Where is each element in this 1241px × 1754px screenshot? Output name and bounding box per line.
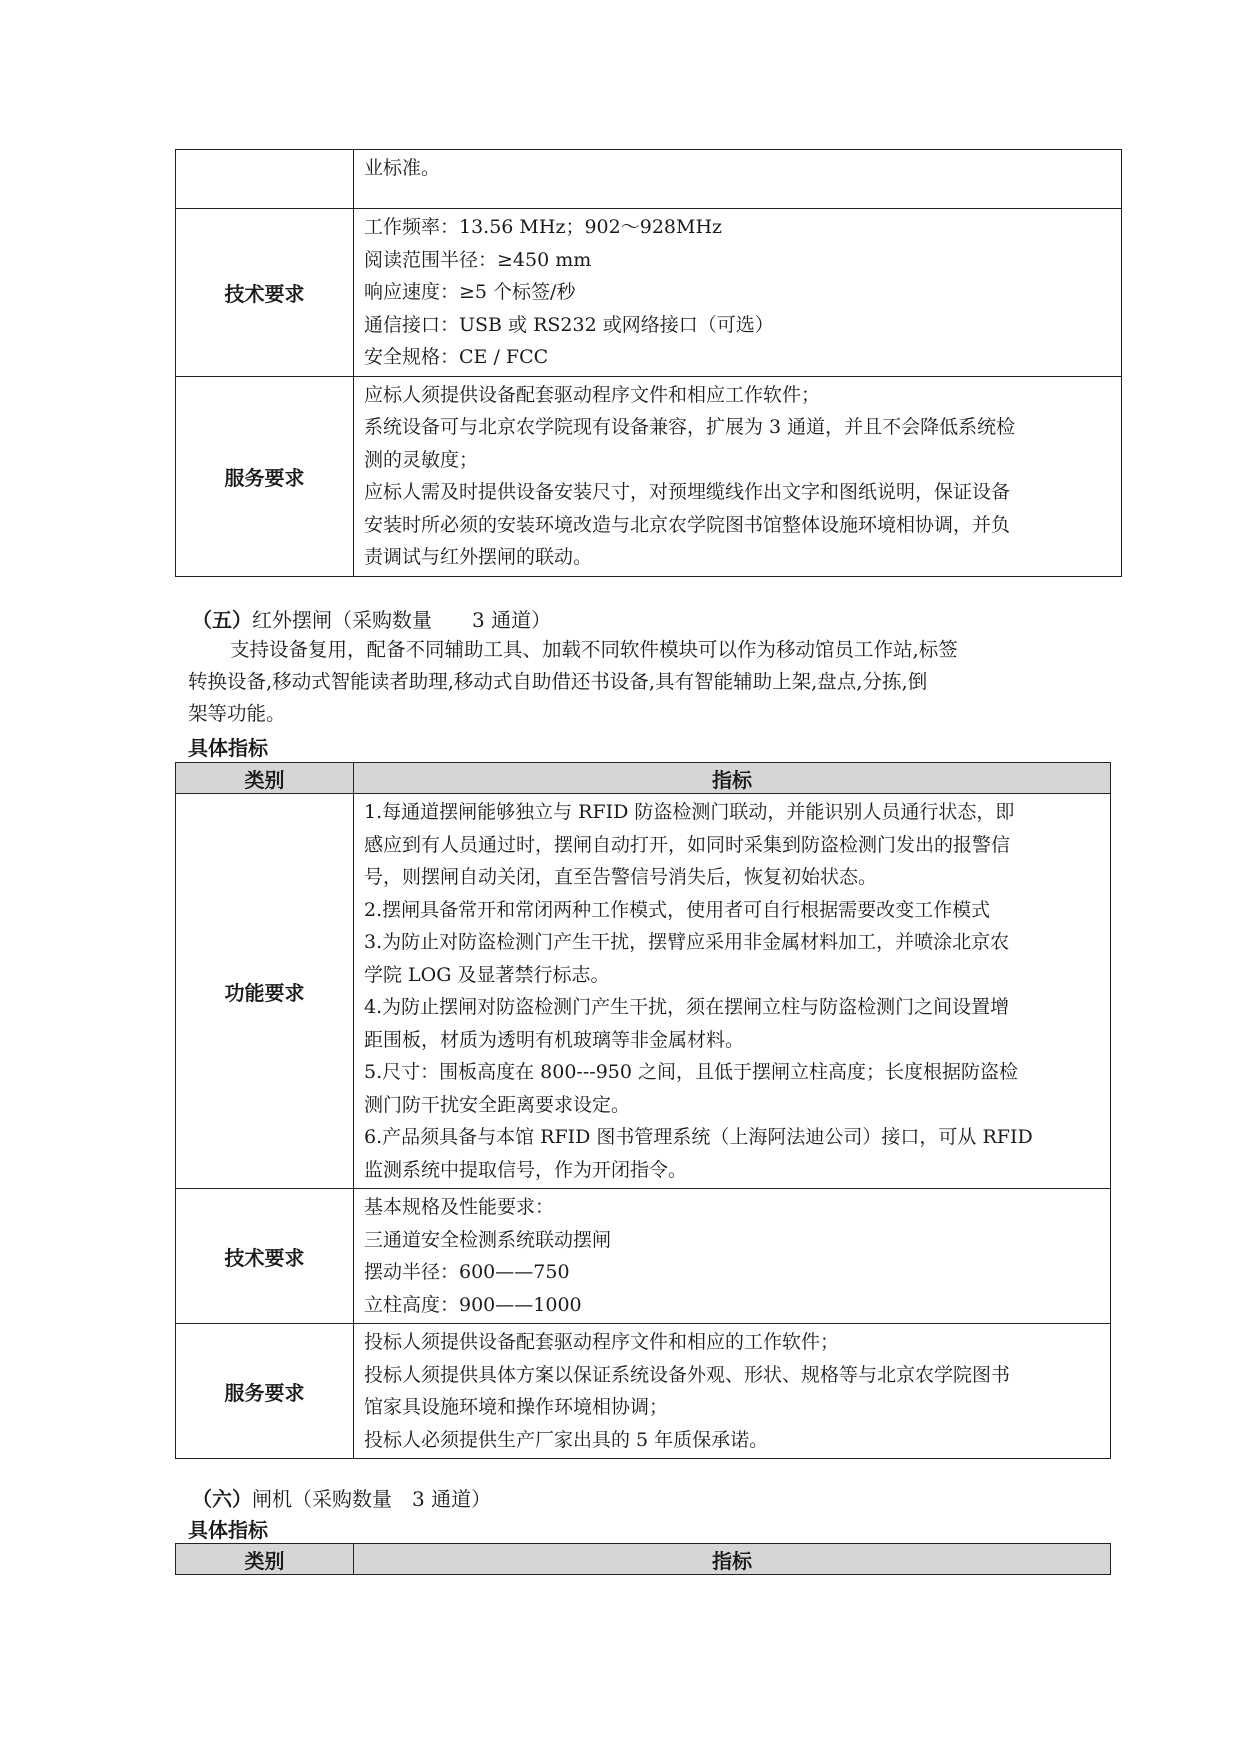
- table-3: [175, 1543, 1111, 1575]
- table-row-function: [176, 794, 1111, 1189]
- header-spec: 指标: [354, 763, 1111, 794]
- table-1: [175, 149, 1122, 577]
- text-line: 6.产品须具备与本馆 RFID 图书管理系统（上海阿法迪公司）接口，可从 RFID: [364, 1126, 1033, 1148]
- section-5-heading: [192, 604, 551, 633]
- category-cell: 服务要求: [176, 376, 354, 576]
- header-spec: 指标: [354, 1544, 1111, 1575]
- category-cell-empty: [176, 150, 354, 209]
- table-row-continued: [176, 150, 1122, 209]
- spec-label: 具体指标: [188, 736, 268, 760]
- text-line: 摆动半径：600——750: [364, 1261, 570, 1283]
- text-line: 应标人须提供设备配套驱动程序文件和相应工作软件；: [364, 383, 821, 406]
- text-line: 5.尺寸：围板高度在 800---950 之间，且低于摆闸立柱高度；长度根据防盗检: [364, 1061, 1018, 1083]
- spec-cell: [354, 1324, 1111, 1459]
- section-5-paragraph: [188, 634, 958, 730]
- text-line: 3.为防止对防盗检测门产生干扰，摆臂应采用非金属材料加工，并喷涂北京农: [364, 931, 1010, 953]
- table-row-tech: [176, 209, 1122, 377]
- spec-cell: [354, 1189, 1111, 1324]
- text-line: 投标人须提供设备配套驱动程序文件和相应的工作软件；: [364, 1331, 840, 1353]
- table-row-service: [176, 1324, 1111, 1459]
- text-line: 馆家具设施环境和操作环境相协调；: [364, 1396, 669, 1418]
- table-row-service: [176, 376, 1122, 576]
- spec-cell: [354, 150, 1122, 209]
- text-line: 基本规格及性能要求：: [364, 1196, 555, 1218]
- text-line: 立柱高度：900——1000: [364, 1293, 582, 1316]
- text-line: 1.每通道摆闸能够独立与 RFID 防盗检测门联动，并能识别人员通行状态，即: [364, 801, 1015, 823]
- category-cell: 技术要求: [176, 209, 354, 377]
- text-line: 三通道安全检测系统联动摆闸: [364, 1228, 612, 1251]
- section-6-heading: [192, 1483, 491, 1512]
- table-header-row: [176, 763, 1111, 794]
- header-category: 类别: [176, 763, 354, 794]
- paragraph-line: 架等功能。: [188, 702, 286, 725]
- text-line: 安全规格：CE / FCC: [364, 346, 549, 368]
- section-title: 红外摆闸（采购数量 3 通道）: [252, 608, 552, 632]
- spec-lines: [364, 211, 1111, 374]
- spec-cell: [354, 376, 1122, 576]
- text-line: 责调试与红外摆闸的联动。: [364, 546, 593, 568]
- table-header-row: [176, 1544, 1111, 1575]
- text-line: 2.摆闸具备常开和常闭两种工作模式，使用者可自行根据需要改变工作模式: [364, 898, 991, 921]
- spec-lines: [364, 1191, 1100, 1321]
- text-line: 投标人须提供具体方案以保证系统设备外观、形状、规格等与北京农学院图书: [364, 1363, 1011, 1386]
- text-line: 安装时所必须的安装环境改造与北京农学院图书馆整体设施环境相协调，并负: [364, 513, 1011, 536]
- text-line: 监测系统中提取信号，作为开闭指令。: [364, 1158, 688, 1181]
- table-2: [175, 762, 1111, 1459]
- spec-lines: [364, 379, 1111, 574]
- text-line: 响应速度：≥5 个标签/秒: [364, 281, 576, 303]
- section-number: （五）: [192, 608, 252, 632]
- text-line: 通信接口：USB 或 RS232 或网络接口（可选）: [364, 313, 774, 336]
- table-row-tech: [176, 1189, 1111, 1324]
- text-line: 测门防干扰安全距离要求设定。: [364, 1093, 631, 1116]
- category-cell: 技术要求: [176, 1189, 354, 1324]
- text-line: 号，则摆闸自动关闭，直至告警信号消失后，恢复初始状态。: [364, 866, 878, 888]
- text-line: 感应到有人员通过时，摆闸自动打开，如同时采集到防盗检测门发出的报警信: [364, 833, 1011, 856]
- spec-cell: [354, 794, 1111, 1189]
- section-title: 闸机（采购数量 3 通道）: [252, 1487, 492, 1511]
- text-line: 工作频率：13.56 MHz；902～928MHz: [364, 216, 723, 238]
- header-category: 类别: [176, 1544, 354, 1575]
- spec-cell: [354, 209, 1122, 377]
- spec-lines: [364, 152, 1111, 185]
- paragraph-line: 转换设备,移动式智能读者助理,移动式自助借还书设备,具有智能辅助上架,盘点,分拣,倒: [188, 670, 928, 693]
- spec-lines: [364, 1326, 1100, 1456]
- category-cell: 功能要求: [176, 794, 354, 1189]
- text-line: 应标人需及时提供设备安装尺寸，对预埋缆线作出文字和图纸说明，保证设备: [364, 481, 1011, 503]
- text-line: 测的灵敏度；: [364, 448, 479, 471]
- text-line: 4.为防止摆闸对防盗检测门产生干扰，须在摆闸立柱与防盗检测门之间设置增: [364, 996, 1010, 1018]
- spec-label: 具体指标: [188, 1518, 268, 1542]
- text-line: 阅读范围半径：≥450 mm: [364, 248, 592, 271]
- section-number: （六）: [192, 1487, 252, 1511]
- text-line: 投标人必须提供生产厂家出具的 5 年质保承诺。: [364, 1428, 769, 1451]
- spec-lines: [364, 796, 1100, 1186]
- paragraph-line: 支持设备复用，配备不同辅助工具、加载不同软件模块可以作为移动馆员工作站,标签: [230, 638, 958, 661]
- text-line: 系统设备可与北京农学院现有设备兼容，扩展为 3 通道，并且不会降低系统检: [364, 416, 1016, 438]
- category-cell: 服务要求: [176, 1324, 354, 1459]
- text-line: 距围板，材质为透明有机玻璃等非金属材料。: [364, 1028, 745, 1051]
- text-line: 学院 LOG 及显著禁行标志。: [364, 963, 610, 986]
- text-line: 业标准。: [364, 157, 441, 179]
